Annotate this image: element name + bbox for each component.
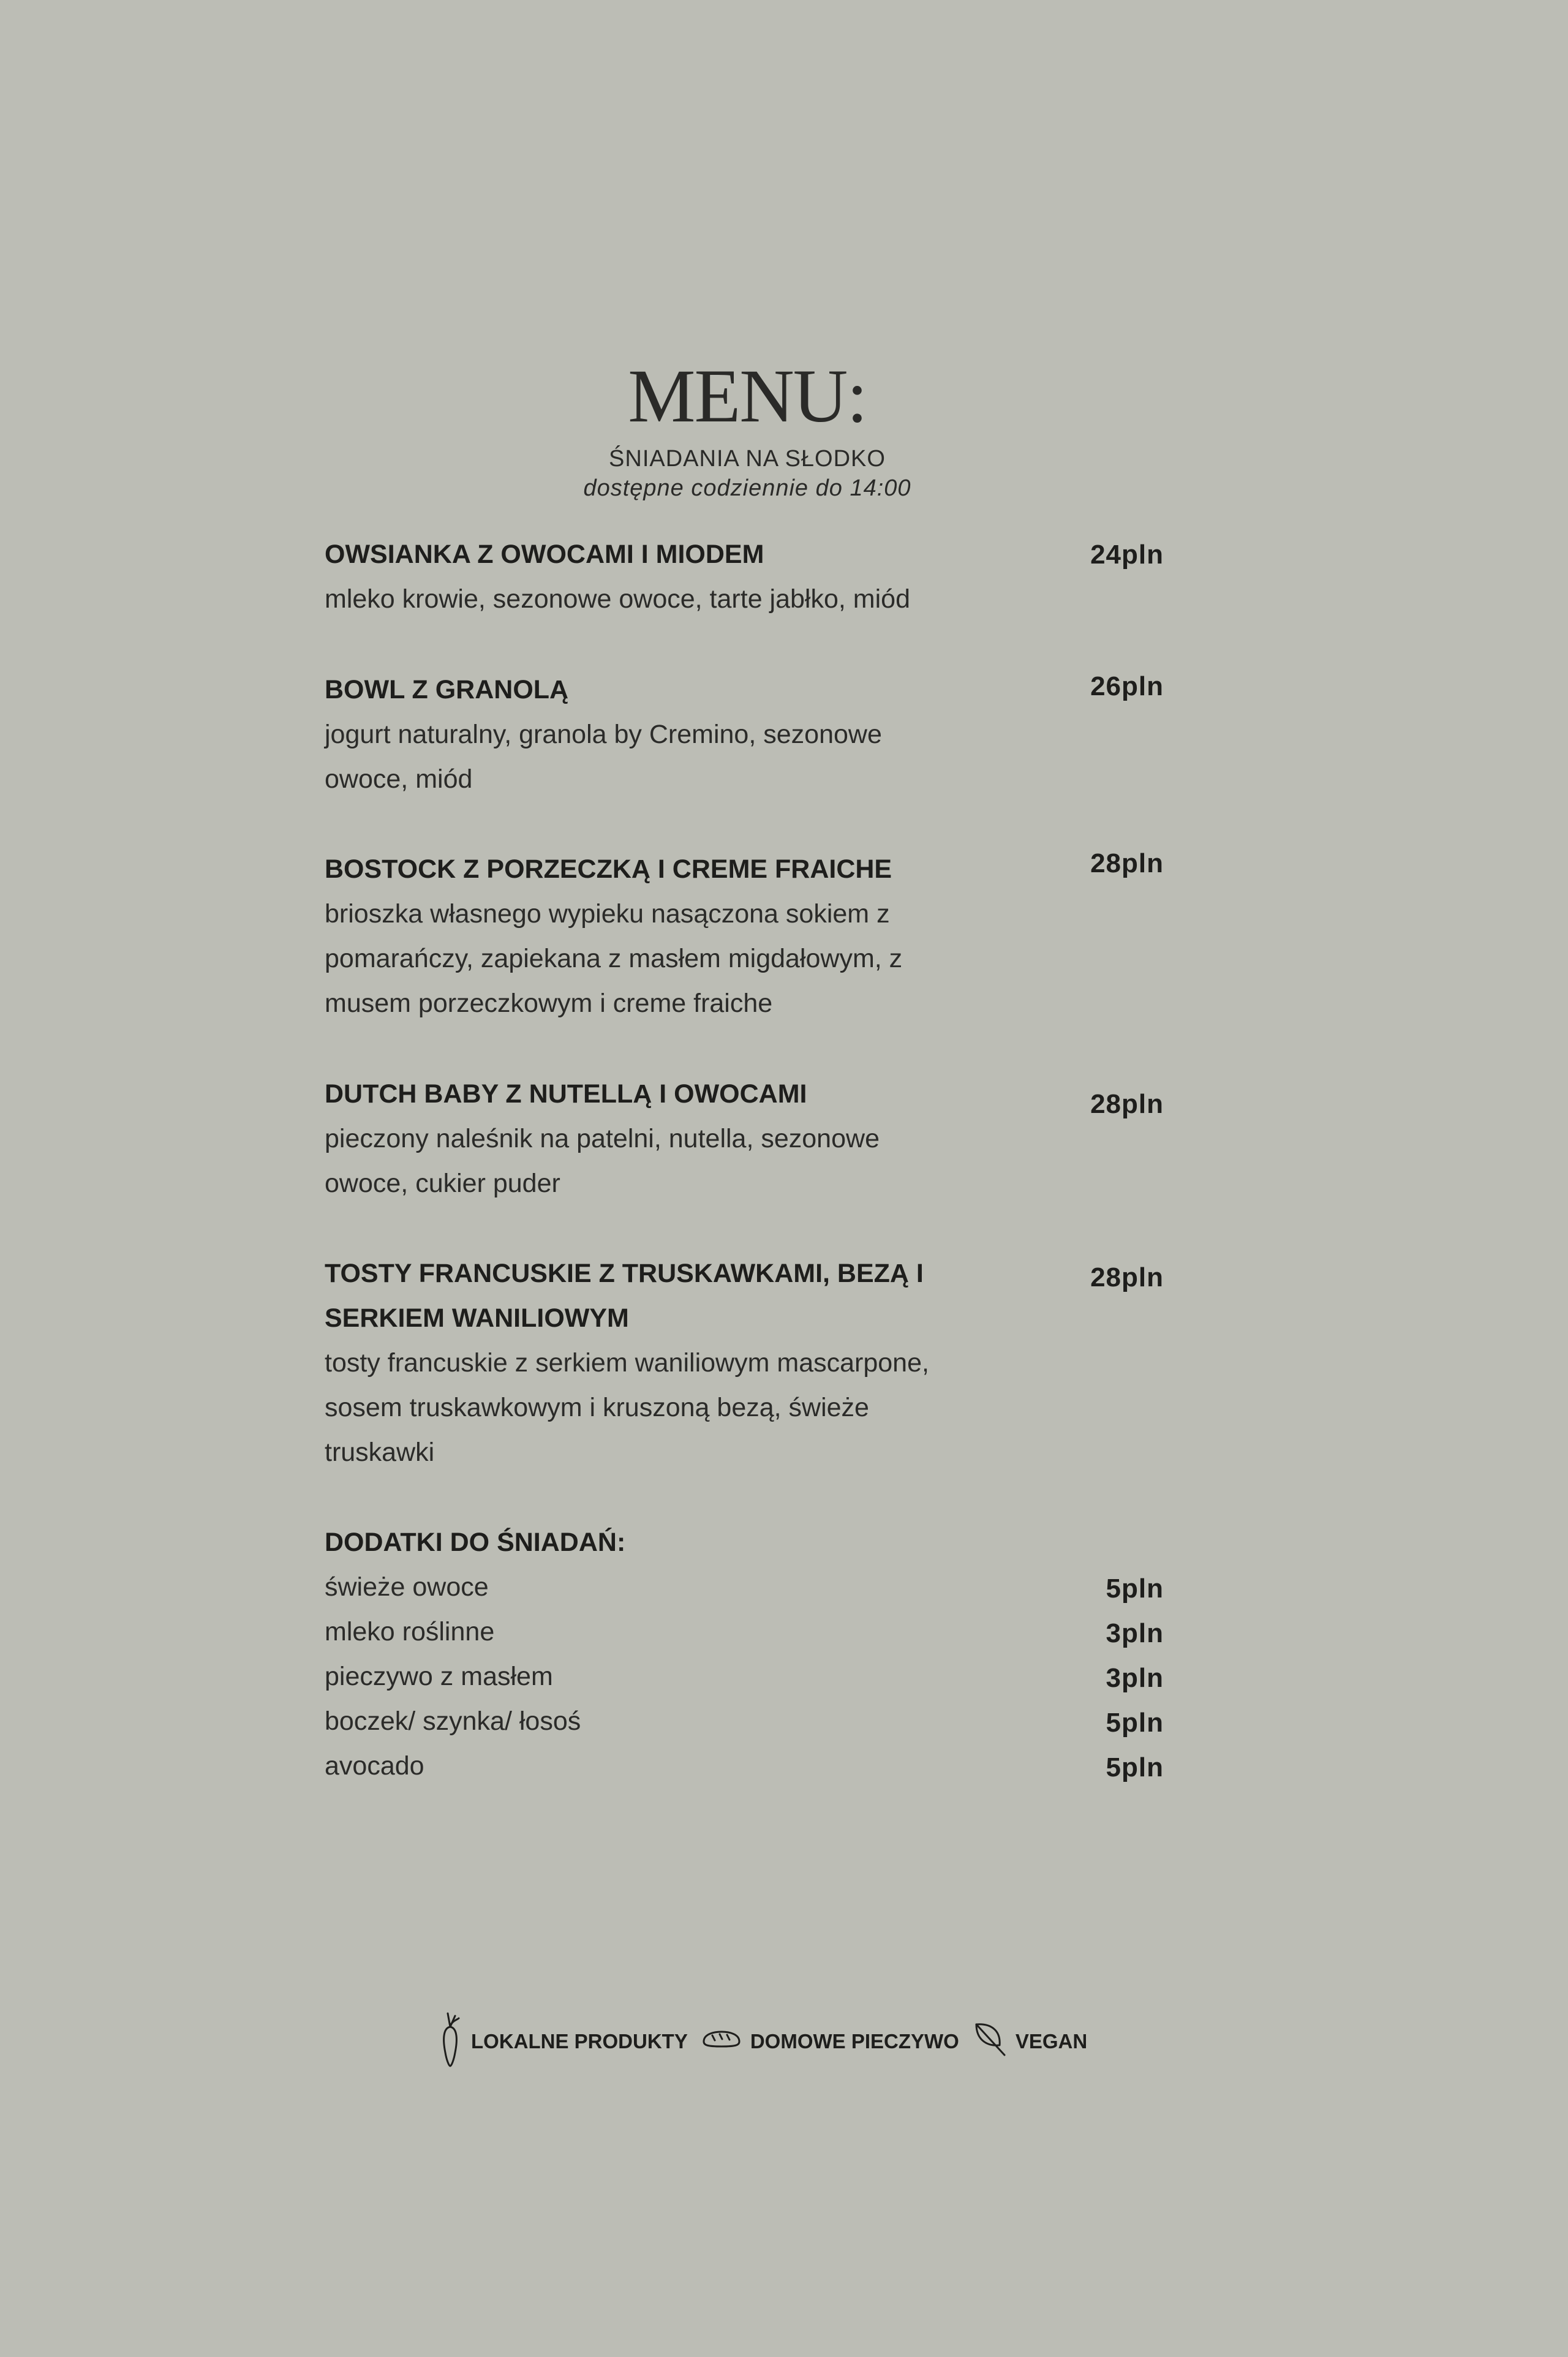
addon-price: 5pln <box>1106 1752 1164 1782</box>
addon-row <box>325 1565 1164 1610</box>
legend-label-bread: DOMOWE PIECZYWO <box>750 2030 959 2053</box>
item-price: 28pln <box>1090 1262 1164 1292</box>
item-price: 26pln <box>1090 671 1164 701</box>
item-price: 28pln <box>1090 848 1164 878</box>
page-title: MENU: <box>628 354 867 438</box>
item-price: 28pln <box>1090 1089 1164 1119</box>
item-description: jogurt naturalny, granola by Cremino, sezonowe owoce, miód <box>325 720 882 794</box>
addon-row <box>325 1654 1164 1699</box>
item-price: 24pln <box>1090 540 1164 570</box>
addon-label: świeże owoce <box>325 1572 489 1602</box>
addon-label: mleko roślinne <box>325 1617 495 1646</box>
item-name: DUTCH BABY Z NUTELLĄ I OWOCAMI <box>325 1079 807 1109</box>
item-description: tosty francuskie z serkiem waniliowym mascarpone, sosem truskawkowym i kruszoną bezą, świeże truskawki <box>325 1348 929 1467</box>
addon-row <box>325 1610 1164 1654</box>
addon-label: pieczywo z masłem <box>325 1662 553 1691</box>
legend <box>438 2008 1092 2075</box>
leaf-icon <box>973 2021 1007 2062</box>
item-name: BOSTOCK Z PORZECZKĄ I CREME FRAICHE <box>325 854 892 884</box>
addon-price: 3pln <box>1106 1618 1164 1648</box>
bread-icon <box>701 2028 742 2055</box>
addons-section <box>325 1520 1164 1789</box>
item-description: pieczony naleśnik na patelni, nutella, sezonowe owoce, cukier puder <box>325 1124 880 1198</box>
addon-price: 5pln <box>1106 1574 1164 1604</box>
carrot-icon <box>438 2010 462 2073</box>
item-description: brioszka własnego wypieku nasączona sokiem z pomarańczy, zapiekana z masłem migdałowym, z musem porzeczkowym i creme fraiche <box>325 899 903 1018</box>
addon-label: boczek/ szynka/ łosoś <box>325 1706 581 1736</box>
addon-row <box>325 1744 1164 1789</box>
menu-item-tosty <box>325 1251 1164 1475</box>
item-name: BOWL Z GRANOLĄ <box>325 675 569 704</box>
section-subtitle: ŚNIADANIA NA SŁODKO <box>609 446 886 472</box>
item-name: TOSTY FRANCUSKIE Z TRUSKAWKAMI, BEZĄ I SERKIEM WANILIOWYM <box>325 1259 924 1333</box>
menu-item-dutch-baby <box>325 1072 1164 1206</box>
addon-price: 5pln <box>1106 1708 1164 1738</box>
item-name: OWSIANKA Z OWOCAMI I MIODEM <box>325 540 764 569</box>
legend-label-local: LOKALNE PRODUKTY <box>471 2030 688 2053</box>
addon-row <box>325 1699 1164 1744</box>
addon-price: 3pln <box>1106 1663 1164 1693</box>
addons-title: DODATKI DO ŚNIADAŃ: <box>325 1528 626 1557</box>
legend-label-vegan: VEGAN <box>1015 2030 1088 2053</box>
menu-item-bowl <box>325 668 1164 802</box>
item-description: mleko krowie, sezonowe owoce, tarte jabłko, miód <box>325 584 910 614</box>
addon-label: avocado <box>325 1751 424 1781</box>
menu-item-owsianka <box>325 532 1164 622</box>
availability-note: dostępne codziennie do 14:00 <box>583 475 911 501</box>
menu-item-bostock <box>325 847 1164 1026</box>
